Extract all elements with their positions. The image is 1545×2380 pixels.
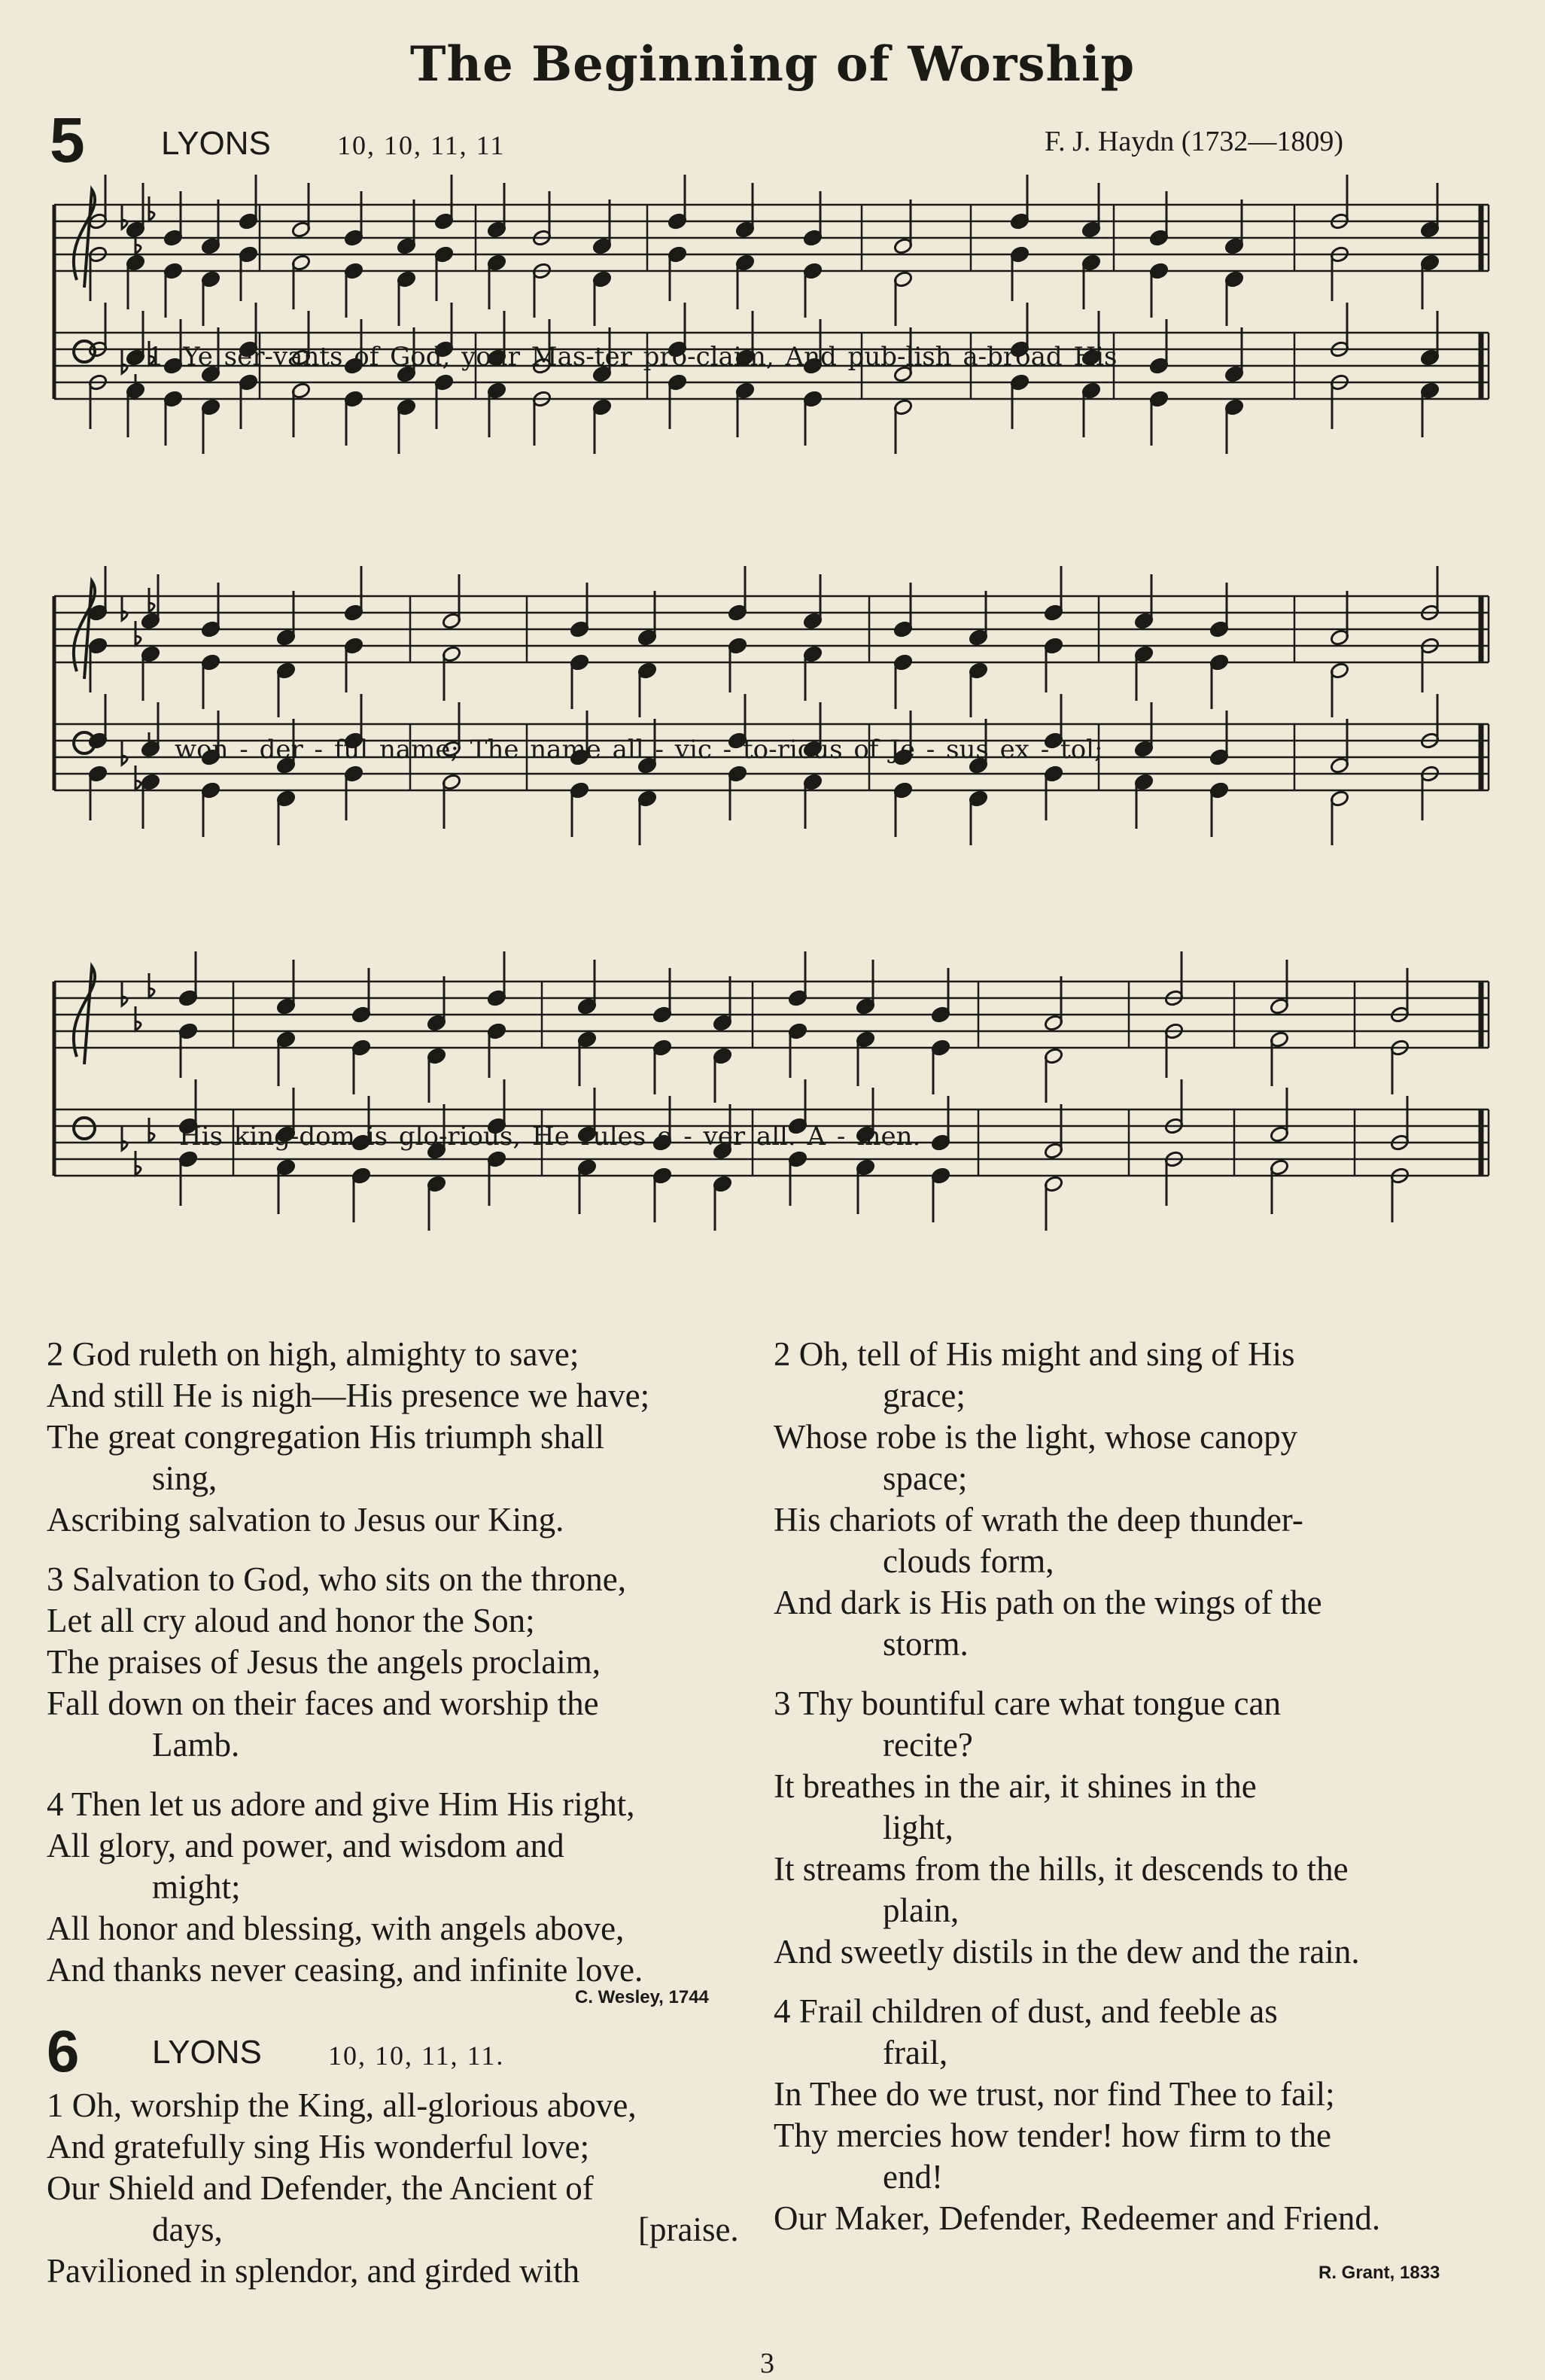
verse-line: His chariots of wrath the deep thunder- [774, 1501, 1303, 1538]
verse-line: grace; [883, 1377, 966, 1414]
verse-line: might; [152, 1868, 241, 1906]
verse-line: frail, [883, 2034, 948, 2071]
verse-line: And thanks never ceasing, and infinite love. [47, 1951, 643, 1989]
left-verses [47, 1334, 769, 1991]
verse-line: All honor and blessing, with angels above, [47, 1910, 625, 1947]
lyric-line-1: 1. Ye ser-vants of God, your Mas-ter pro-claim, And pub-lish a-broad His [148, 342, 1118, 372]
verse-line: Our Maker, Defender, Redeemer and Friend. [774, 2199, 1381, 2237]
verse-line: It breathes in the air, it shines in the [774, 1767, 1257, 1805]
section-title: The Beginning of Worship [409, 36, 1136, 93]
verse-line: Fall down on their faces and worship the [47, 1685, 599, 1722]
verse-line: It streams from the hills, it descends to the [774, 1850, 1349, 1888]
lyric-line-2: won - der - ful name; The name all - vic - to-rious of Je - sus ex - tol; [175, 735, 1103, 765]
verse-line: 1 Oh, worship the King, all-glorious above, [47, 2086, 637, 2124]
verse-line: plain, [883, 1892, 960, 1929]
verse-line: clouds form, [883, 1542, 1054, 1580]
hymn-number-6: 6 [47, 2018, 80, 2084]
verse-line: And sweetly distils in the dew and the rain. [774, 1933, 1360, 1971]
verse-line: The praises of Jesus the angels proclaim, [47, 1643, 601, 1681]
attribution-grant: R. Grant, 1833 [1318, 2263, 1440, 2283]
attribution-wesley: C. Wesley, 1744 [575, 1987, 709, 2007]
verse-line: 2 God ruleth on high, almighty to save; [47, 1335, 579, 1373]
meter-6: 10, 10, 11, 11. [328, 2041, 505, 2071]
verse-line: 3 Thy bountiful care what tongue can [774, 1685, 1281, 1722]
verse-line: Thy mercies how tender! how firm to the [774, 2117, 1332, 2154]
verse-line: The great congregation His triumph shall [47, 1418, 605, 1456]
verse-line: And dark is His path on the wings of the [774, 1584, 1322, 1621]
verse-fragment: [praise. [638, 2211, 739, 2248]
verse-line: Lamb. [152, 1726, 240, 1764]
verse-line: end! [883, 2158, 943, 2196]
verse-line: All glory, and power, and wisdom and [47, 1827, 564, 1864]
verse-line: storm. [883, 1625, 969, 1663]
verse-line: light, [883, 1809, 953, 1846]
verse-line: 2 Oh, tell of His might and sing of His [774, 1335, 1295, 1373]
verse-line: Let all cry aloud and honor the Son; [47, 1602, 535, 1639]
verse-line: Our Shield and Defender, the Ancient of [47, 2169, 594, 2207]
verse-line: And gratefully sing His wonderful love; [47, 2128, 590, 2165]
verse-line-split [47, 2209, 769, 2251]
right-verses [774, 1334, 1496, 2239]
verse-line: space; [883, 1459, 968, 1497]
verse-line: recite? [883, 1726, 973, 1764]
lyric-line-3: His king-dom is glo-rious, He rules o - ver all. A - men. [179, 1122, 921, 1152]
hymn-number-5: 5 [50, 105, 85, 175]
tune-name: LYONS [161, 125, 271, 162]
verse-line: 4 Frail children of dust, and feeble as [774, 1992, 1278, 2030]
hymn6-verse1 [47, 2085, 769, 2292]
meter: 10, 10, 11, 11 [337, 130, 506, 160]
verse-line: In Thee do we trust, nor find Thee to fail; [774, 2075, 1335, 2113]
verse-line: Pavilioned in splendor, and girded with [47, 2252, 580, 2290]
verse-line: And still He is nigh—His presence we have; [47, 1377, 650, 1414]
verse-line: 3 Salvation to God, who sits on the throne, [47, 1560, 626, 1598]
composer: F. J. Haydn (1732—1809) [1045, 126, 1343, 157]
verse-fragment: days, [152, 2211, 223, 2248]
verse-line: Ascribing salvation to Jesus our King. [47, 1501, 564, 1538]
tune-name-6: LYONS [152, 2034, 262, 2071]
verse-line: Whose robe is the light, whose canopy [774, 1418, 1298, 1456]
verse-line: sing, [152, 1459, 217, 1497]
page-number: 3 [760, 2348, 774, 2379]
verse-line: 4 Then let us adore and give Him His right, [47, 1785, 635, 1823]
